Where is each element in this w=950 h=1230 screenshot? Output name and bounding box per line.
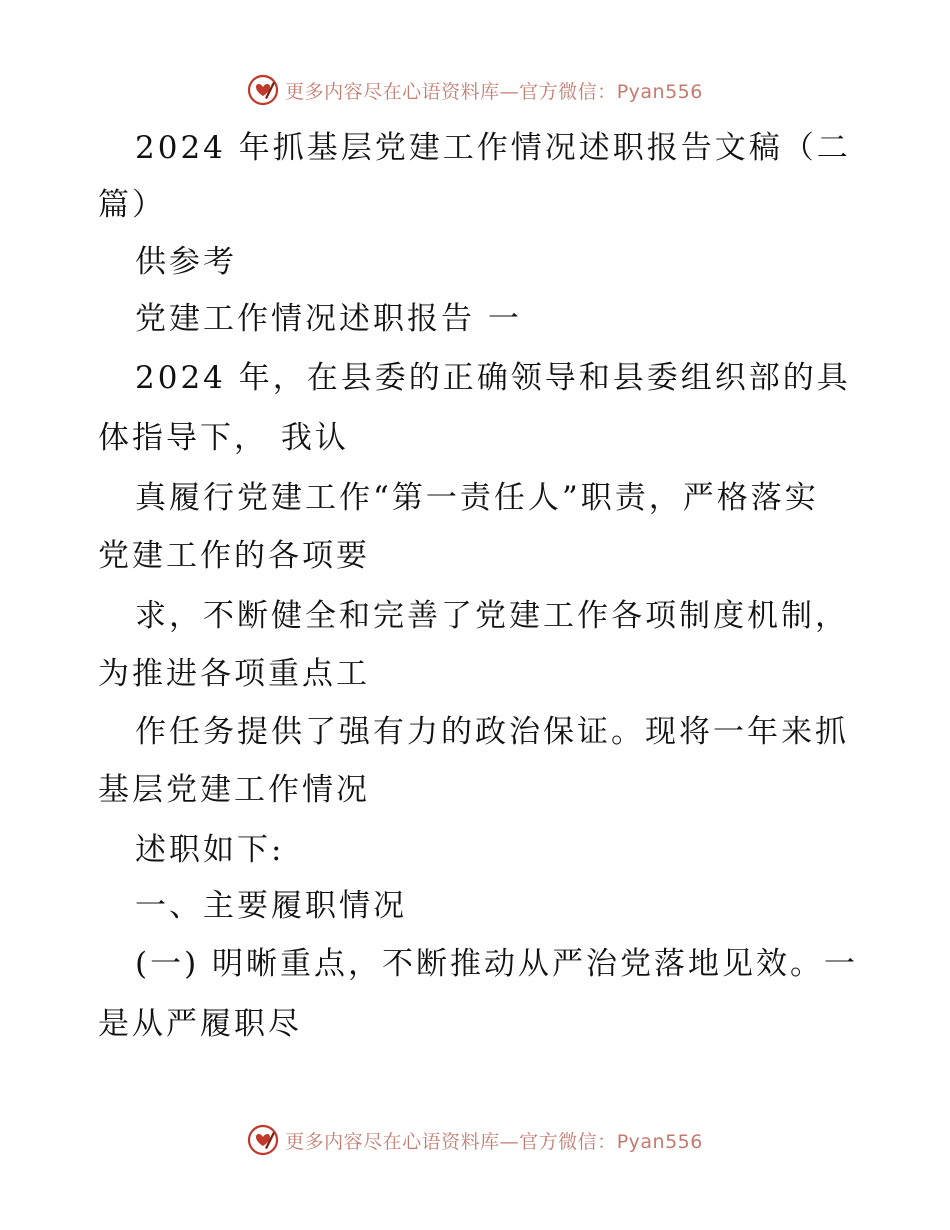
doc-paragraph-line: 作任务提供了强有力的政治保证。现将一年来抓 — [135, 714, 849, 750]
doc-paragraph-line: 2024 年，在县委的正确领导和县委组织部的具 — [135, 360, 851, 396]
watermark-brand: 更多内容尽在心语资料库 — [285, 80, 500, 103]
doc-subheading: 一、主要履职情况 — [135, 888, 407, 924]
heart-pen-icon — [247, 74, 279, 106]
watermark-separator: — — [499, 80, 520, 103]
doc-paragraph-line: 真履行党建工作“第一责任人”职责，严格落实 — [135, 480, 819, 516]
doc-paragraph-line: 求，不断健全和完善了党建工作各项制度机制， — [135, 598, 849, 634]
doc-title-line-2: 篇） — [98, 187, 166, 223]
watermark-brand: 更多内容尽在心语资料库 — [285, 1130, 500, 1153]
doc-note: 供参考 — [135, 244, 237, 280]
doc-paragraph-line: 党建工作的各项要 — [98, 538, 370, 574]
doc-section-heading: 党建工作情况述职报告 一 — [135, 301, 522, 337]
doc-paragraph-line: (一) 明晰重点，不断推动从严治党落地见效。一 — [135, 946, 859, 982]
watermark-account: Pyan556 — [616, 80, 703, 103]
watermark-text — [285, 1127, 703, 1154]
watermark-label: 官方微信： — [519, 1130, 617, 1153]
heart-pen-icon — [247, 1124, 279, 1156]
doc-paragraph-line: 为推进各项重点工 — [98, 656, 370, 692]
doc-paragraph-line: 体指导下， 我认 — [98, 420, 349, 456]
watermark-account: Pyan556 — [616, 1130, 703, 1153]
doc-paragraph-line: 是从严履职尽 — [98, 1006, 302, 1042]
doc-title-line-1: 2024 年抓基层党建工作情况述职报告文稿（二 — [135, 130, 851, 166]
footer-watermark — [0, 1122, 950, 1158]
watermark-separator: — — [499, 1130, 520, 1153]
doc-paragraph-line: 述职如下: — [135, 832, 285, 868]
doc-paragraph-line: 基层党建工作情况 — [98, 772, 370, 808]
watermark-label: 官方微信： — [519, 80, 617, 103]
header-watermark — [0, 72, 950, 108]
watermark-text — [285, 77, 703, 104]
